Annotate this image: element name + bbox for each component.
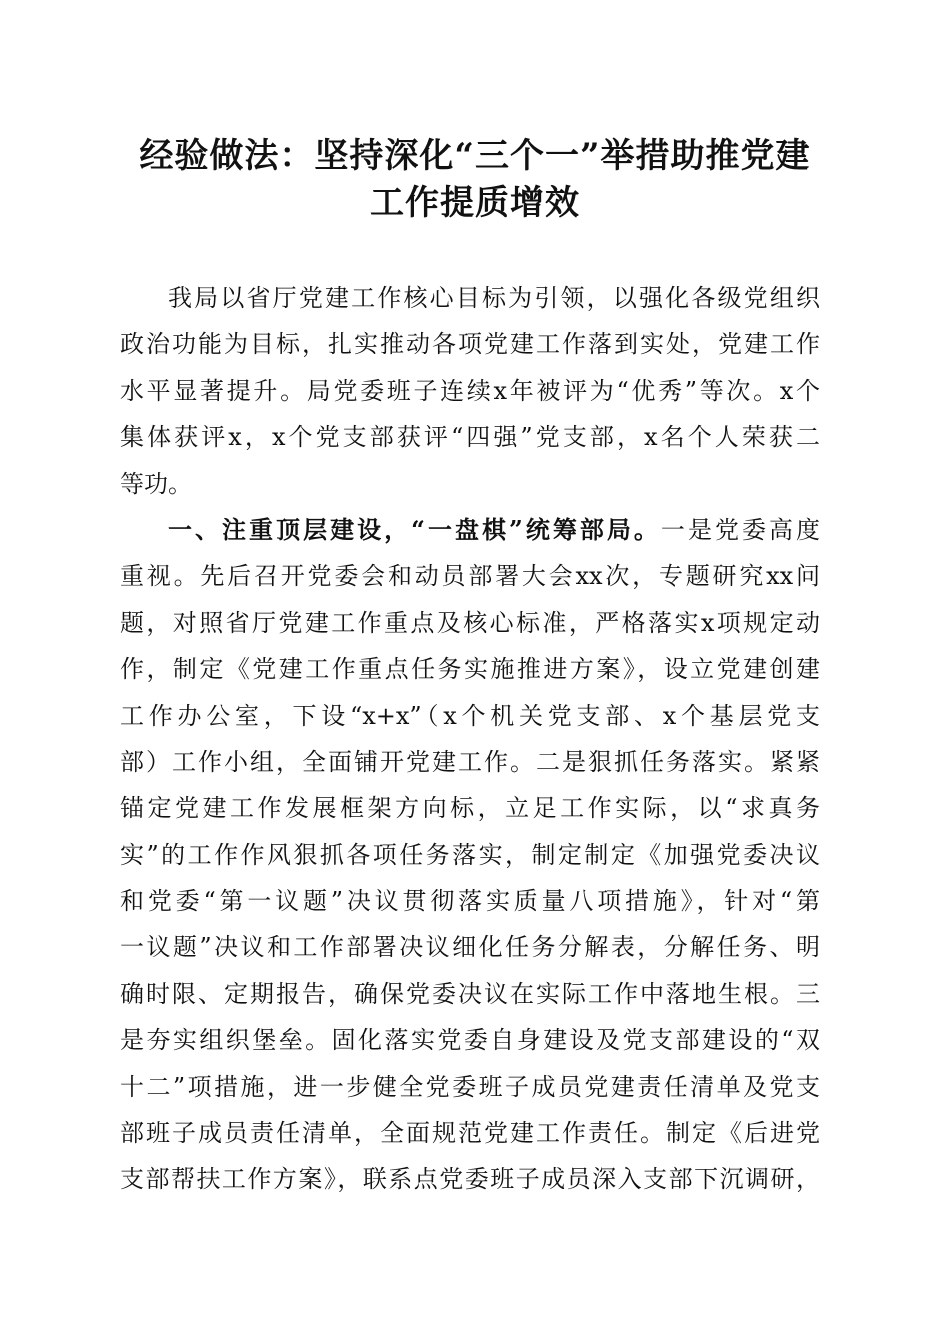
title-line-2: 工作提质增效: [370, 183, 580, 223]
text-line: 题，对照省厅党建工作重点及核心标准，严格落实x项规定动: [120, 608, 820, 637]
text-line: 我局以省厅党建工作核心目标为引领，以强化各级党组织: [168, 284, 820, 312]
section-heading: 一、注重顶层建设，“一盘棋”统筹部局。: [168, 514, 661, 544]
text-line: 十二”项措施，进一步健全党委班子成员党建责任清单及党支: [120, 1072, 820, 1101]
text-line: 等功。: [120, 469, 192, 498]
text-line: 锚定党建工作发展框架方向标，立足工作实际，以“求真务: [120, 794, 820, 823]
paragraph-intro: [120, 275, 820, 507]
text-line: 集体获评x，x个党支部获评“四强”党支部，x名个人荣获二: [120, 423, 820, 452]
text-line: 确时限、定期报告，确保党委决议在实际工作中落地生根。三: [120, 979, 820, 1008]
text-line: 部班子成员责任清单，全面规范党建工作责任。制定《后进党: [120, 1119, 820, 1148]
document-title: [0, 133, 950, 227]
text-line: 部）工作小组，全面铺开党建工作。二是狠抓任务落实。紧紧: [120, 747, 820, 776]
text-line: 作，制定《党建工作重点任务实施推进方案》，设立党建创建: [120, 655, 820, 684]
document-body: [120, 275, 820, 1203]
paragraph-section-one: [120, 507, 820, 1203]
text-line: 工作办公室，下设“x+x”（x个机关党支部、x个基层党支: [120, 701, 820, 730]
text-line: 和党委“第一议题”决议贯彻落实质量八项措施》，针对“第: [120, 887, 820, 916]
text-line: 水平显著提升。局党委班子连续x年被评为“优秀”等次。x个: [120, 376, 820, 405]
text-line: 是夯实组织堡垒。固化落实党委自身建设及党支部建设的“双: [120, 1026, 820, 1055]
text-line: 一议题”决议和工作部署决议细化任务分解表，分解任务、明: [120, 933, 820, 962]
title-line-1: 经验做法：坚持深化“三个一”举措助推党建: [139, 136, 811, 176]
text-line: 重视。先后召开党委会和动员部署大会xx次，专题研究xx问: [120, 562, 820, 591]
text-line: [120, 507, 820, 553]
text-line: 政治功能为目标，扎实推动各项党建工作落到实处，党建工作: [120, 330, 820, 359]
text-line: 实”的工作作风狠抓各项任务落实，制定制定《加强党委决议: [120, 840, 820, 869]
text-span: 一是党委高度: [660, 515, 821, 544]
text-line: 支部帮扶工作方案》，联系点党委班子成员深入支部下沉调研，: [120, 1165, 820, 1194]
